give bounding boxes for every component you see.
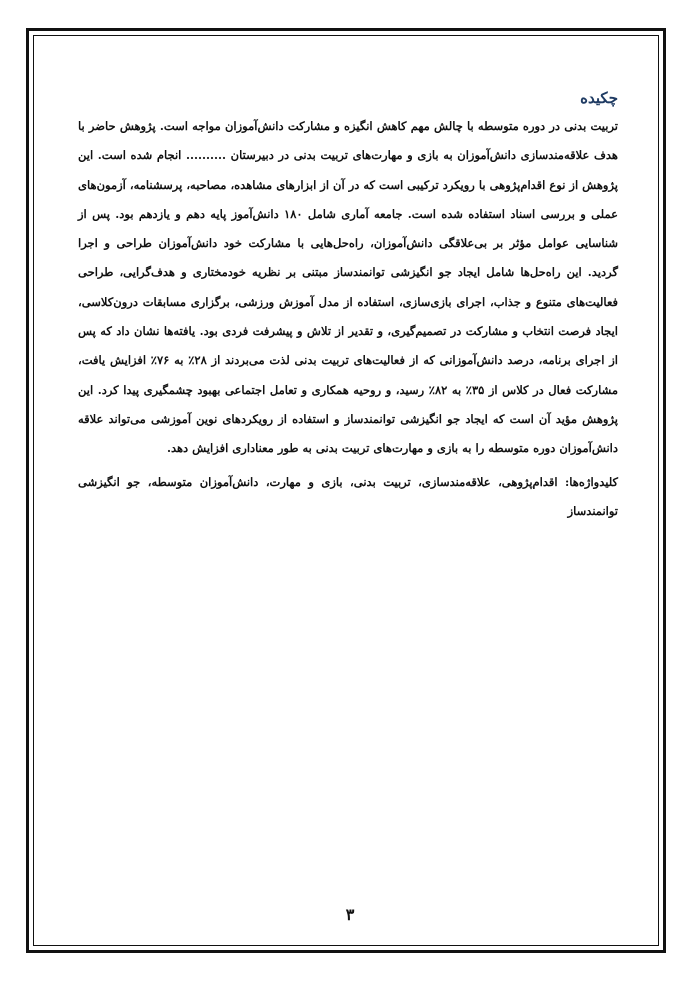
keywords-list: اقدام‌پژوهی، علاقه‌مندسازی، تربیت بدنی، بازی و مهارت، دانش‌آموزان متوسطه، جو انگیزشی توانمندساز	[78, 474, 618, 518]
abstract-body: تربیت بدنی در دوره متوسطه با چالش مهم کاهش انگیزه و مشارکت دانش‌آموزان مواجه است. پژوهش حاضر با هدف علاقه‌مندسازی دانش‌آموزان به بازی و مهارت‌های تربیت بدنی در دبیرستان .......... انجام شده است. این پژوهش از نوع اقدام‌پژوهی با رویکرد ترکیبی است که در آن از ابزارهای مشاهده، مصاحبه، پرسشنامه، آزمون‌های عملی و بررسی اسناد استفاده شده است. جامعه آماری شامل ۱۸۰ دانش‌آموز پایه دهم و یازدهم بود. پس از شناسایی عوامل مؤثر بر بی‌علاقگی دانش‌آموزان، راه‌حل‌هایی با مشارکت خود دانش‌آموزان طراحی و اجرا گردید. این راه‌حل‌ها شامل ایجاد جو انگیزشی توانمندساز مبتنی بر نظریه خودمختاری و هدف‌گرایی، طراحی فعالیت‌های متنوع و جذاب، اجرای بازی‌سازی، استفاده از مدل آموزش ورزشی، برگزاری مسابقات درون‌کلاسی، ایجاد فرصت انتخاب و مشارکت در تصمیم‌گیری، و تقدیر از تلاش و پیشرفت فردی بود. یافته‌ها نشان داد که پس از اجرای برنامه، درصد دانش‌آموزانی که از فعالیت‌های تربیت بدنی لذت می‌بردند از ۲۸٪ به ۷۶٪ افزایش یافت، مشارکت فعال در کلاس از ۳۵٪ به ۸۲٪ رسید، و روحیه همکاری و تعامل اجتماعی بهبود چشمگیری پیدا کرد. این پژوهش مؤید آن است که ایجاد جو انگیزشی توانمندساز و استفاده از رویکردهای نوین آموزشی می‌تواند علاقه دانش‌آموزان دوره متوسطه را به بازی و مهارت‌های تربیت بدنی به طور معناداری افزایش دهد.	[78, 119, 619, 456]
keywords-paragraph	[78, 468, 618, 527]
keywords-label: کلیدواژه‌ها:	[565, 474, 618, 489]
abstract-section	[78, 86, 618, 526]
page-number: ۳	[345, 905, 355, 924]
abstract-heading: چکیده	[580, 89, 618, 107]
